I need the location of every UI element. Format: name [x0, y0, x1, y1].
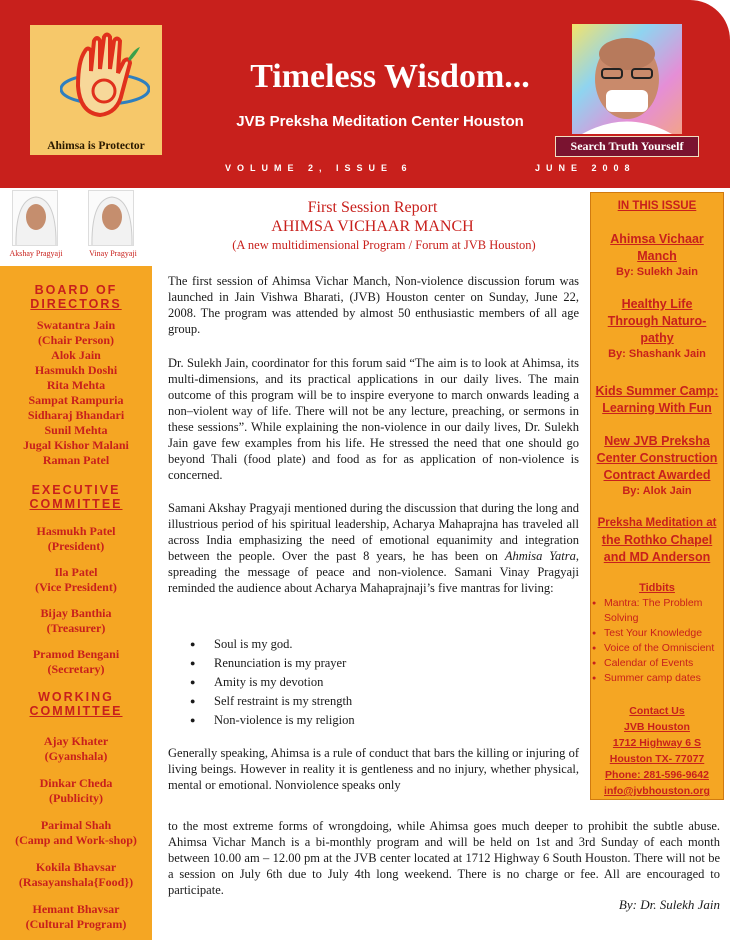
- contact-line: 1712 Highway 6 S: [612, 737, 702, 749]
- issue-date: JUNE 2008: [535, 163, 636, 173]
- article-paragraph: Dr. Sulekh Jain, coordinator for this forum said “The aim is to look at Ahimsa, its multi-dimensions, and its practical applications in our daily lives. The main outcome of this program will be to inspire everyone to march onwards leading a non–violent way of life. There will not be any lecture, preaching, or sermons in these sessions”. While explaining the non-violence in our daily lives, Dr. Sulekh Jain gave few examples from his life. He stressed the need that one should go beyond Thali (food plate) and food as for as application of non-violence is concerned.: [168, 356, 579, 482]
- contact-line: JVB Houston: [624, 721, 690, 733]
- issue-item-author: By: Shashank Jain: [608, 348, 706, 360]
- board-member: Jugal Kishor Malani: [23, 438, 129, 452]
- member-name: Bijay Banthia: [40, 606, 112, 620]
- issue-item[interactable]: New JVB Preksha Center Construction Contract Awarded By: Alok Jain: [590, 433, 724, 498]
- portrait-caption: Vinay Pragyaji: [89, 249, 137, 258]
- issue-item-author: By: Sulekh Jain: [616, 266, 698, 278]
- board-member: Swatantra Jain: [36, 318, 116, 332]
- board-member: Hasmukh Doshi: [34, 363, 118, 377]
- member-name: Ajay Khater: [43, 734, 109, 748]
- search-truth-tag: Search Truth Yourself: [555, 136, 699, 157]
- samani-portrait-icon: [89, 191, 134, 246]
- issue-item-author: By: Alok Jain: [622, 485, 692, 497]
- tidbits-heading[interactable]: Tidbits: [639, 582, 675, 594]
- article-paragraph: Generally speaking, Ahimsa is a rule of conduct that bars the killing or injuring of living beings. However in reality it is gentleness and no injury, whether physical, mental or emotional. Nonviolence speaks only: [168, 746, 579, 792]
- mantra-item: ● Renunciation is my prayer: [190, 654, 355, 673]
- portrait-akshay: [12, 190, 58, 246]
- board-heading: BOARD OF DIRECTORS: [30, 283, 122, 311]
- newsletter-subtitle: JVB Preksha Meditation Center Houston: [236, 113, 524, 130]
- ahimsa-yatra-term: Ahmisa Yatra: [504, 549, 576, 563]
- ahimsa-logo: [30, 25, 162, 155]
- member-name: Dinkar Cheda: [39, 776, 113, 790]
- executive-heading: EXECUTIVE COMMITTEE: [29, 483, 123, 511]
- member-role: (Cultural Program): [25, 917, 127, 931]
- board-member: Sidharaj Bhandari: [27, 408, 125, 422]
- working-heading: WORKING COMMITTEE: [29, 690, 123, 718]
- article-kicker: First Session Report: [307, 199, 438, 216]
- issue-item[interactable]: Kids Summer Camp: Learning With Fun: [595, 384, 719, 415]
- member-name: Parimal Shah: [40, 818, 112, 832]
- article-title: AHIMSA VICHAAR MANCH: [271, 218, 474, 235]
- issue-item[interactable]: Healthy Life Through Naturo- pathy By: Shashank Jain: [590, 296, 724, 361]
- guru-portrait-icon: [572, 24, 682, 134]
- logo-caption: Ahimsa is Protector: [47, 140, 145, 152]
- board-member: Raman Patel: [42, 453, 110, 467]
- working-members: [0, 734, 152, 932]
- portraits: [0, 188, 152, 266]
- article-paragraph: to the most extreme forms of wrongdoing, while Ahimsa goes much deeper to prohibit the subtle abuse. Ahimsa Vichar Manch is a bi-monthly program and will be held on 1st and 3rd Sunday of each month between 10.00 am – 12.00 pm at the JVB center located at 1712 Highway 6 South Houston. There will not be a session on July 6th due to July 4th long weekend. There is no charge or fee. All are encouraged to participate.: [168, 819, 720, 897]
- tidbit-item[interactable]: ● Test Your Knowledge: [592, 626, 722, 641]
- issue-item[interactable]: Preksha Meditation at the Rothko Chapel and MD Anderson: [597, 517, 717, 564]
- article-paragraph: Samani Akshay Pragyaji mentioned during the discussion that during the long and illustrious period of his spiritual leadership, Acharya Mahaprajna has traveled all across India emphasizing the need of emotional equanimity and integration between the people. Over the past 8 years, he has been on Ahmisa Yatra, spreading the message of peace and non-violence. Samani Vinay Pragyaji reminded the audience about Acharya Mahaprajnaji’s five mantras for living:: [168, 501, 579, 595]
- volume-issue: VOLUME 2, ISSUE 6: [225, 163, 413, 173]
- member-role: (Secretary): [47, 662, 105, 676]
- guru-photo: [572, 24, 682, 134]
- portrait-caption: Akshay Pragyaji: [9, 249, 63, 258]
- member-role: (Publicity): [49, 791, 103, 805]
- board-member: Rita Mehta: [46, 378, 106, 392]
- tidbit-item[interactable]: ● Summer camp dates: [592, 671, 722, 686]
- board-member: (Chair Person): [37, 333, 115, 347]
- tidbit-item[interactable]: ● Voice of the Omniscient: [592, 641, 722, 656]
- member-role: (Rasayanshala{Food}): [18, 875, 134, 889]
- article-byline: By: Dr. Sulekh Jain: [618, 897, 720, 912]
- member-name: Kokila Bhavsar: [35, 860, 117, 874]
- member-role: (President): [47, 539, 105, 553]
- tidbits-list: [592, 596, 722, 686]
- contact-line: Houston TX- 77077: [609, 753, 705, 765]
- member-role: (Gyanshala): [44, 749, 108, 763]
- member-name: Pramod Bengani: [32, 647, 120, 661]
- board-members: [0, 318, 152, 468]
- portrait-vinay: [88, 190, 134, 246]
- mantra-item: ● Soul is my god.: [190, 635, 355, 654]
- member-name: Hemant Bhavsar: [32, 902, 120, 916]
- member-name: Ila Patel: [54, 565, 98, 579]
- contact-block: [590, 703, 724, 799]
- article-paragraph: The first session of Ahimsa Vichar Manch, Non-violence discussion forum was launched in Jain Vishwa Bharati, (JVB) Houston center on Sunday, June 22, 2008. The program was attended by almost 50 enthusiastic members of all age group.: [168, 274, 579, 336]
- samani-portrait-icon: [13, 191, 58, 246]
- executive-members: [0, 524, 152, 677]
- mantra-item: ● Non-violence is my religion: [190, 711, 355, 730]
- contact-email-link[interactable]: info@jvbhouston.org: [604, 785, 710, 797]
- tidbit-item[interactable]: ● Calendar of Events: [592, 656, 722, 671]
- member-name: Hasmukh Patel: [36, 524, 116, 538]
- contact-line: Phone: 281-596-9642: [605, 769, 709, 781]
- member-role: (Vice President): [35, 580, 117, 594]
- masthead: [0, 0, 730, 188]
- mantra-item: ● Self restraint is my strength: [190, 692, 355, 711]
- article-heading: [160, 198, 585, 236]
- board-member: Alok Jain: [51, 348, 101, 362]
- mantra-item: ● Amity is my devotion: [190, 673, 355, 692]
- newsletter-title: Timeless Wisdom...: [250, 58, 530, 95]
- in-this-issue-heading: IN THIS ISSUE: [617, 200, 697, 212]
- contact-heading: Contact Us: [629, 705, 685, 717]
- tidbit-item[interactable]: ● Mantra: The Problem Solving: [592, 596, 722, 626]
- hand-wheel-icon: [60, 31, 150, 131]
- board-member: Sunil Mehta: [44, 423, 108, 437]
- member-role: (Treasurer): [46, 621, 106, 635]
- mantra-list: [190, 635, 355, 730]
- article-subtitle: (A new multidimensional Program / Forum at JVB Houston): [232, 238, 536, 252]
- board-member: Sampat Rampuria: [28, 393, 124, 407]
- member-role: (Camp and Work-shop): [15, 833, 137, 847]
- issue-item[interactable]: Ahimsa Vichaar Manch By: Sulekh Jain: [590, 231, 724, 279]
